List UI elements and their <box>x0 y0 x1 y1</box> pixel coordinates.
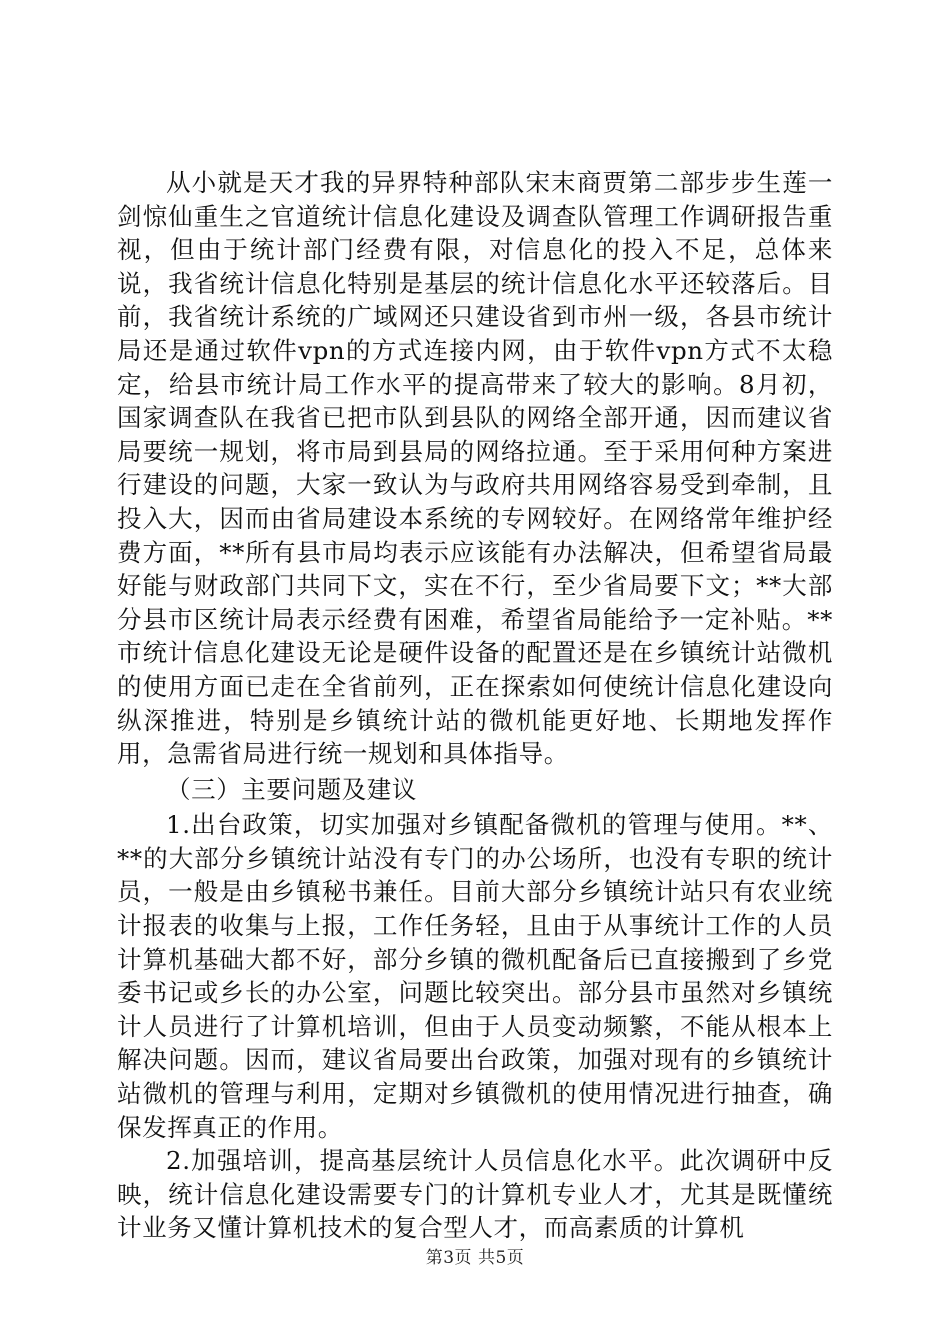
body-paragraph-1: 从小就是天才我的异界特种部队宋末商贾第二部步步生莲一剑惊仙重生之官道统计信息化建设及调查队管理工作调研报告重视，但由于统计部门经费有限，对信息化的投入不足，总体来说，我省统计信息化特别是基层的统计信息化水平还较落后。目前，我省统计系统的广域网还只建设省到市州一级，各县市统计局还是通过软件vpn的方式连接内网，由于软件vpn方式不太稳定，给县市统计局工作水平的提高带来了较大的影响。8月初，国家调查队在我省已把市队到县队的网络全部开通，因而建议省局要统一规划，将市局到县局的网络拉通。至于采用何种方案进行建设的问题，大家一致认为与政府共用网络容易受到牵制，且投入大，因而由省局建设本系统的专网较好。在网络常年维护经费方面，**所有县市局均表示应该能有办法解决，但希望省局最好能与财政部门共同下文，实在不行，至少省局要下文；**大部分县市区统计局表示经费有困难，希望省局能给予一定补贴。**市统计信息化建设无论是硬件设备的配置还是在乡镇统计站微机的使用方面已走在全省前列，正在探索如何使统计信息化建设向纵深推进，特别是乡镇统计站的微机能更好地、长期地发挥作用，急需省局进行统一规划和具体指导。 <box>117 168 833 769</box>
page-number-footer: 第3页 共5页 <box>425 1248 525 1268</box>
section-heading: （三）主要问题及建议 <box>166 774 417 804</box>
body-paragraph-3: 2.加强培训，提高基层统计人员信息化水平。此次调研中反映，统计信息化建设需要专门的计算机专业人才，尤其是既懂统计业务又懂计算机技术的复合型人才，而高素质的计算机 <box>117 1146 833 1243</box>
document-body <box>117 166 833 1245</box>
body-paragraph-2: 1.出台政策，切实加强对乡镇配备微机的管理与使用。**、**的大部分乡镇统计站没有专门的办公场所，也没有专职的统计员，一般是由乡镇秘书兼任。目前大部分乡镇统计站只有农业统计报表的收集与上报，工作任务轻，且由于从事统计工作的人员计算机基础大都不好，部分乡镇的微机配备后已直接搬到了乡党委书记或乡长的办公室，问题比较突出。部分县市虽然对乡镇统计人员进行了计算机培训，但由于人员变动频繁，不能从根本上解决问题。因而，建议省局要出台政策，加强对现有的乡镇统计站微机的管理与利用，定期对乡镇微机的使用情况进行抽查，确保发挥真正的作用。 <box>117 810 833 1142</box>
